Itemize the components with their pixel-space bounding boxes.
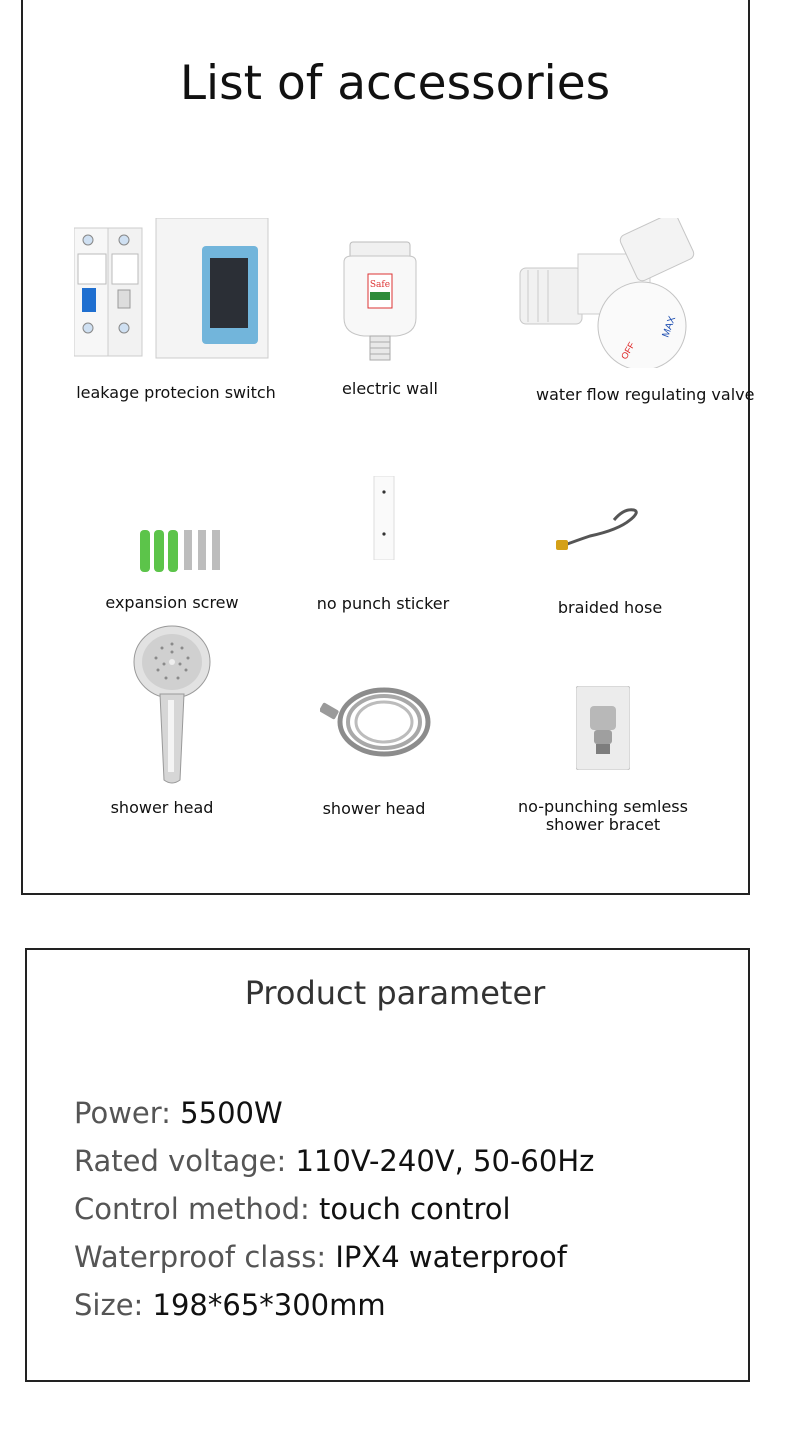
accessories-title: List of accessories	[179, 56, 611, 111]
electric-wall-image	[340, 238, 420, 364]
expansion-screw-image	[138, 526, 228, 576]
accessory-label: electric wall	[342, 379, 438, 398]
shower-hose-image	[320, 684, 432, 760]
param-row-voltage: Rated voltage: 110V-240V, 50-60Hz	[74, 1144, 595, 1178]
param-row-power: Power: 5500W	[74, 1096, 283, 1130]
shower-head-image	[132, 624, 212, 786]
param-row-size: Size: 198*65*300mm	[74, 1288, 386, 1322]
parameter-title: Product parameter	[244, 974, 546, 1012]
param-row-waterproof: Waterproof class: IPX4 waterproof	[74, 1240, 567, 1274]
accessory-label: shower head	[322, 799, 426, 818]
valve-off-mark: OFF	[619, 340, 637, 361]
valve-max-mark: MAX	[660, 314, 679, 340]
param-row-control: Control method: touch control	[74, 1192, 511, 1226]
accessory-label: no-punching semless shower bracet	[518, 797, 688, 834]
accessory-label: shower head	[110, 798, 214, 817]
accessories-panel	[21, 0, 755, 895]
regulating-valve-image	[518, 218, 698, 368]
braided-hose-image	[554, 506, 644, 554]
filter-badge-text: Safe	[369, 280, 391, 290]
accessory-label: water flow regulating valve	[536, 385, 755, 404]
accessory-label: braided hose	[557, 598, 663, 617]
shower-bracket-image	[576, 686, 630, 770]
leakage-switch-image	[74, 218, 274, 364]
accessory-label: expansion screw	[105, 593, 239, 612]
accessory-label: leakage protecion switch	[76, 383, 276, 402]
accessory-label: no punch sticker	[316, 594, 450, 613]
punch-sticker-image	[372, 476, 396, 560]
